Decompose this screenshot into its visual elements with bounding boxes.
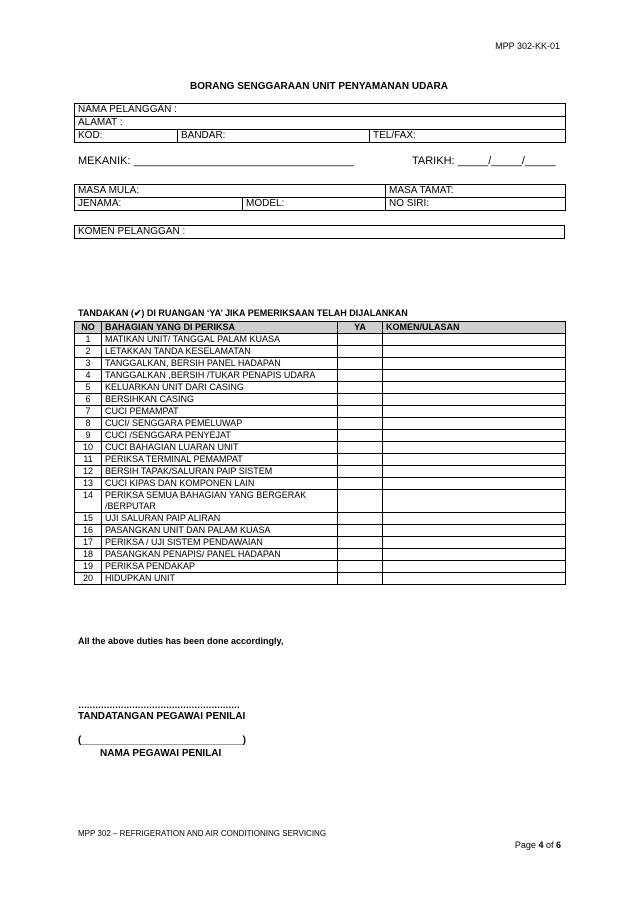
header-no: NO [75,322,102,334]
customer-comments-box [74,225,565,239]
date-field[interactable]: TARIKH: _____/_____/_____ [412,155,556,167]
ya-checkbox-cell[interactable] [338,537,383,549]
checklist-row-number: 7 [75,406,102,418]
checklist-row-number: 9 [75,430,102,442]
checklist-row [75,513,566,525]
checklist-row-number: 13 [75,478,102,490]
checklist-row [75,430,566,442]
checklist-row-item: PASANGKAN UNIT DAN PALAM KUASA [102,525,338,537]
comment-cell[interactable] [383,549,566,561]
checklist-row-item: CUCI PEMAMPAT [102,406,338,418]
checklist-table [74,321,566,585]
address-field[interactable]: ALAMAT : [75,117,566,130]
ya-checkbox-cell[interactable] [338,561,383,573]
comment-cell[interactable] [383,334,566,346]
checklist-row-item: PERIKSA TERMINAL PEMAMPAT [102,454,338,466]
comment-cell[interactable] [383,537,566,549]
checklist-row-item: CUCI /SENGGARA PENYEJAT [102,430,338,442]
comment-cell[interactable] [383,394,566,406]
checklist-row-item: LETAKKAN TANDA KESELAMATAN [102,346,338,358]
header-item: BAHAGIAN YANG DI PERIKSA [102,322,338,334]
checklist-row [75,358,566,370]
ya-checkbox-cell[interactable] [338,549,383,561]
comment-cell[interactable] [383,442,566,454]
checklist-row [75,454,566,466]
ya-checkbox-cell[interactable] [338,382,383,394]
checklist-row-item: HIDUPKAN UNIT [102,573,338,585]
checklist-row-number: 12 [75,466,102,478]
header-comment: KOMEN/ULASAN [383,322,566,334]
completion-statement: All the above duties has been done accordingly, [78,636,284,646]
checklist-row-item: MATIKAN UNIT/ TANGGAL PALAM KUASA [102,334,338,346]
document-code: MPP 302-KK-01 [495,41,560,51]
checklist-row-number: 10 [75,442,102,454]
checklist-row [75,346,566,358]
checklist-row-item: CUCI KIPAS DAN KOMPONEN LAIN [102,478,338,490]
comment-cell[interactable] [383,513,566,525]
comment-cell[interactable] [383,346,566,358]
ya-checkbox-cell[interactable] [338,370,383,382]
checklist-row-number: 6 [75,394,102,406]
end-time-field[interactable]: MASA TAMAT: [386,185,566,198]
comment-cell[interactable] [383,406,566,418]
checklist-row [75,490,566,513]
comment-cell[interactable] [383,382,566,394]
brand-field[interactable]: JENAMA: [75,198,243,211]
checklist-row-item: PERIKSA SEMUA BAHAGIAN YANG BERGERAK /BERPUTAR [102,490,338,513]
signature-label: TANDATANGAN PEGAWAI PENILAI [78,711,246,722]
ya-checkbox-cell[interactable] [338,573,383,585]
phone-fax-field[interactable]: TEL/FAX: [370,130,566,143]
checklist-row-item: PERIKSA PENDAKAP [102,561,338,573]
customer-name-field[interactable]: NAMA PELANGGAN : [75,104,566,117]
assessor-name-field[interactable]: (_____________________________) [78,735,246,746]
checklist-row-number: 5 [75,382,102,394]
customer-info-table [74,103,566,143]
ya-checkbox-cell[interactable] [338,454,383,466]
checklist-row-number: 18 [75,549,102,561]
ya-checkbox-cell[interactable] [338,418,383,430]
ya-checkbox-cell[interactable] [338,525,383,537]
checklist-row-number: 2 [75,346,102,358]
header-ya: YA [338,322,383,334]
checklist-row [75,525,566,537]
comment-cell[interactable] [383,561,566,573]
checklist-row-number: 20 [75,573,102,585]
ya-checkbox-cell[interactable] [338,490,383,513]
comment-cell[interactable] [383,525,566,537]
checklist-row-item: TANGGALKAN ,BERSIH /TUKAR PENAPIS UDARA [102,370,338,382]
checklist-row-item: UJI SALURAN PAIP ALIRAN [102,513,338,525]
checklist-row-number: 1 [75,334,102,346]
checklist-header-row [75,322,566,334]
checklist-row-number: 4 [75,370,102,382]
ya-checkbox-cell[interactable] [338,334,383,346]
comment-cell[interactable] [383,430,566,442]
checklist-row [75,418,566,430]
comment-cell[interactable] [383,454,566,466]
checklist-row [75,334,566,346]
comment-cell[interactable] [383,418,566,430]
checklist-row-item: KELUARKAN UNIT DARI CASING [102,382,338,394]
checklist-row-number: 11 [75,454,102,466]
ya-checkbox-cell[interactable] [338,406,383,418]
unit-info-table [74,184,566,211]
checklist-row [75,561,566,573]
footer-course: MPP 302 – REFRIGERATION AND AIR CONDITIONING SERVICING [78,829,327,838]
checklist-row-item: BERSIH TAPAK/SALURAN PAIP SISTEM [102,466,338,478]
checklist-row-number: 8 [75,418,102,430]
checklist-row-number: 19 [75,561,102,573]
model-field[interactable]: MODEL: [243,198,386,211]
ya-checkbox-cell[interactable] [338,346,383,358]
city-field[interactable]: BANDAR: [178,130,370,143]
signature-line[interactable]: ………………………………………………… [78,700,240,710]
checklist-row-item: PERIKSA / UJI SISTEM PENDAWAIAN [102,537,338,549]
code-field[interactable]: KOD: [75,130,178,143]
checklist-row [75,370,566,382]
checklist-row [75,382,566,394]
comment-cell[interactable] [383,466,566,478]
comment-cell[interactable] [383,478,566,490]
checklist-row-number: 15 [75,513,102,525]
ya-checkbox-cell[interactable] [338,466,383,478]
checklist-row-number: 3 [75,358,102,370]
checklist-row-item: CUCI BAHAGIAN LUARAN UNIT [102,442,338,454]
comment-cell[interactable] [383,490,566,513]
start-time-field[interactable]: MASA MULA: [75,185,386,198]
mechanic-field[interactable]: MEKANIK: ____________________________________ [78,155,354,167]
page-number: Page 4 of 6 [514,840,561,850]
comment-cell[interactable] [383,370,566,382]
ya-checkbox-cell[interactable] [338,442,383,454]
checklist-row [75,406,566,418]
checklist-row-number: 17 [75,537,102,549]
checklist-row [75,442,566,454]
ya-checkbox-cell[interactable] [338,430,383,442]
checklist-row-item: TANGGALKAN, BERSIH PANEL HADAPAN [102,358,338,370]
checklist-row [75,466,566,478]
ya-checkbox-cell[interactable] [338,394,383,406]
checklist-row [75,478,566,490]
checklist-row-item: PASANGKAN PENAPIS/ PANEL HADAPAN [102,549,338,561]
checklist-row-item: CUCI/ SENGGARA PEMELUWAP [102,418,338,430]
checklist-row [75,549,566,561]
checklist-row [75,394,566,406]
checklist-row [75,537,566,549]
checklist-row-number: 14 [75,490,102,513]
checklist-instruction: TANDAKAN (✔) DI RUANGAN ‘YA’ JIKA PEMERIKSAAN TELAH DIJALANKAN [78,308,408,318]
customer-comments-field[interactable]: KOMEN PELANGGAN : [75,226,565,239]
form-title: BORANG SENGGARAAN UNIT PENYAMANAN UDARA [190,81,448,92]
serial-number-field[interactable]: NO SIRI: [386,198,566,211]
comment-cell[interactable] [383,573,566,585]
checklist-row-number: 16 [75,525,102,537]
comment-cell[interactable] [383,358,566,370]
ya-checkbox-cell[interactable] [338,513,383,525]
assessor-name-label: NAMA PEGAWAI PENILAI [100,748,222,759]
ya-checkbox-cell[interactable] [338,478,383,490]
ya-checkbox-cell[interactable] [338,358,383,370]
checklist-row [75,573,566,585]
checklist-row-item: BERSIHKAN CASING [102,394,338,406]
